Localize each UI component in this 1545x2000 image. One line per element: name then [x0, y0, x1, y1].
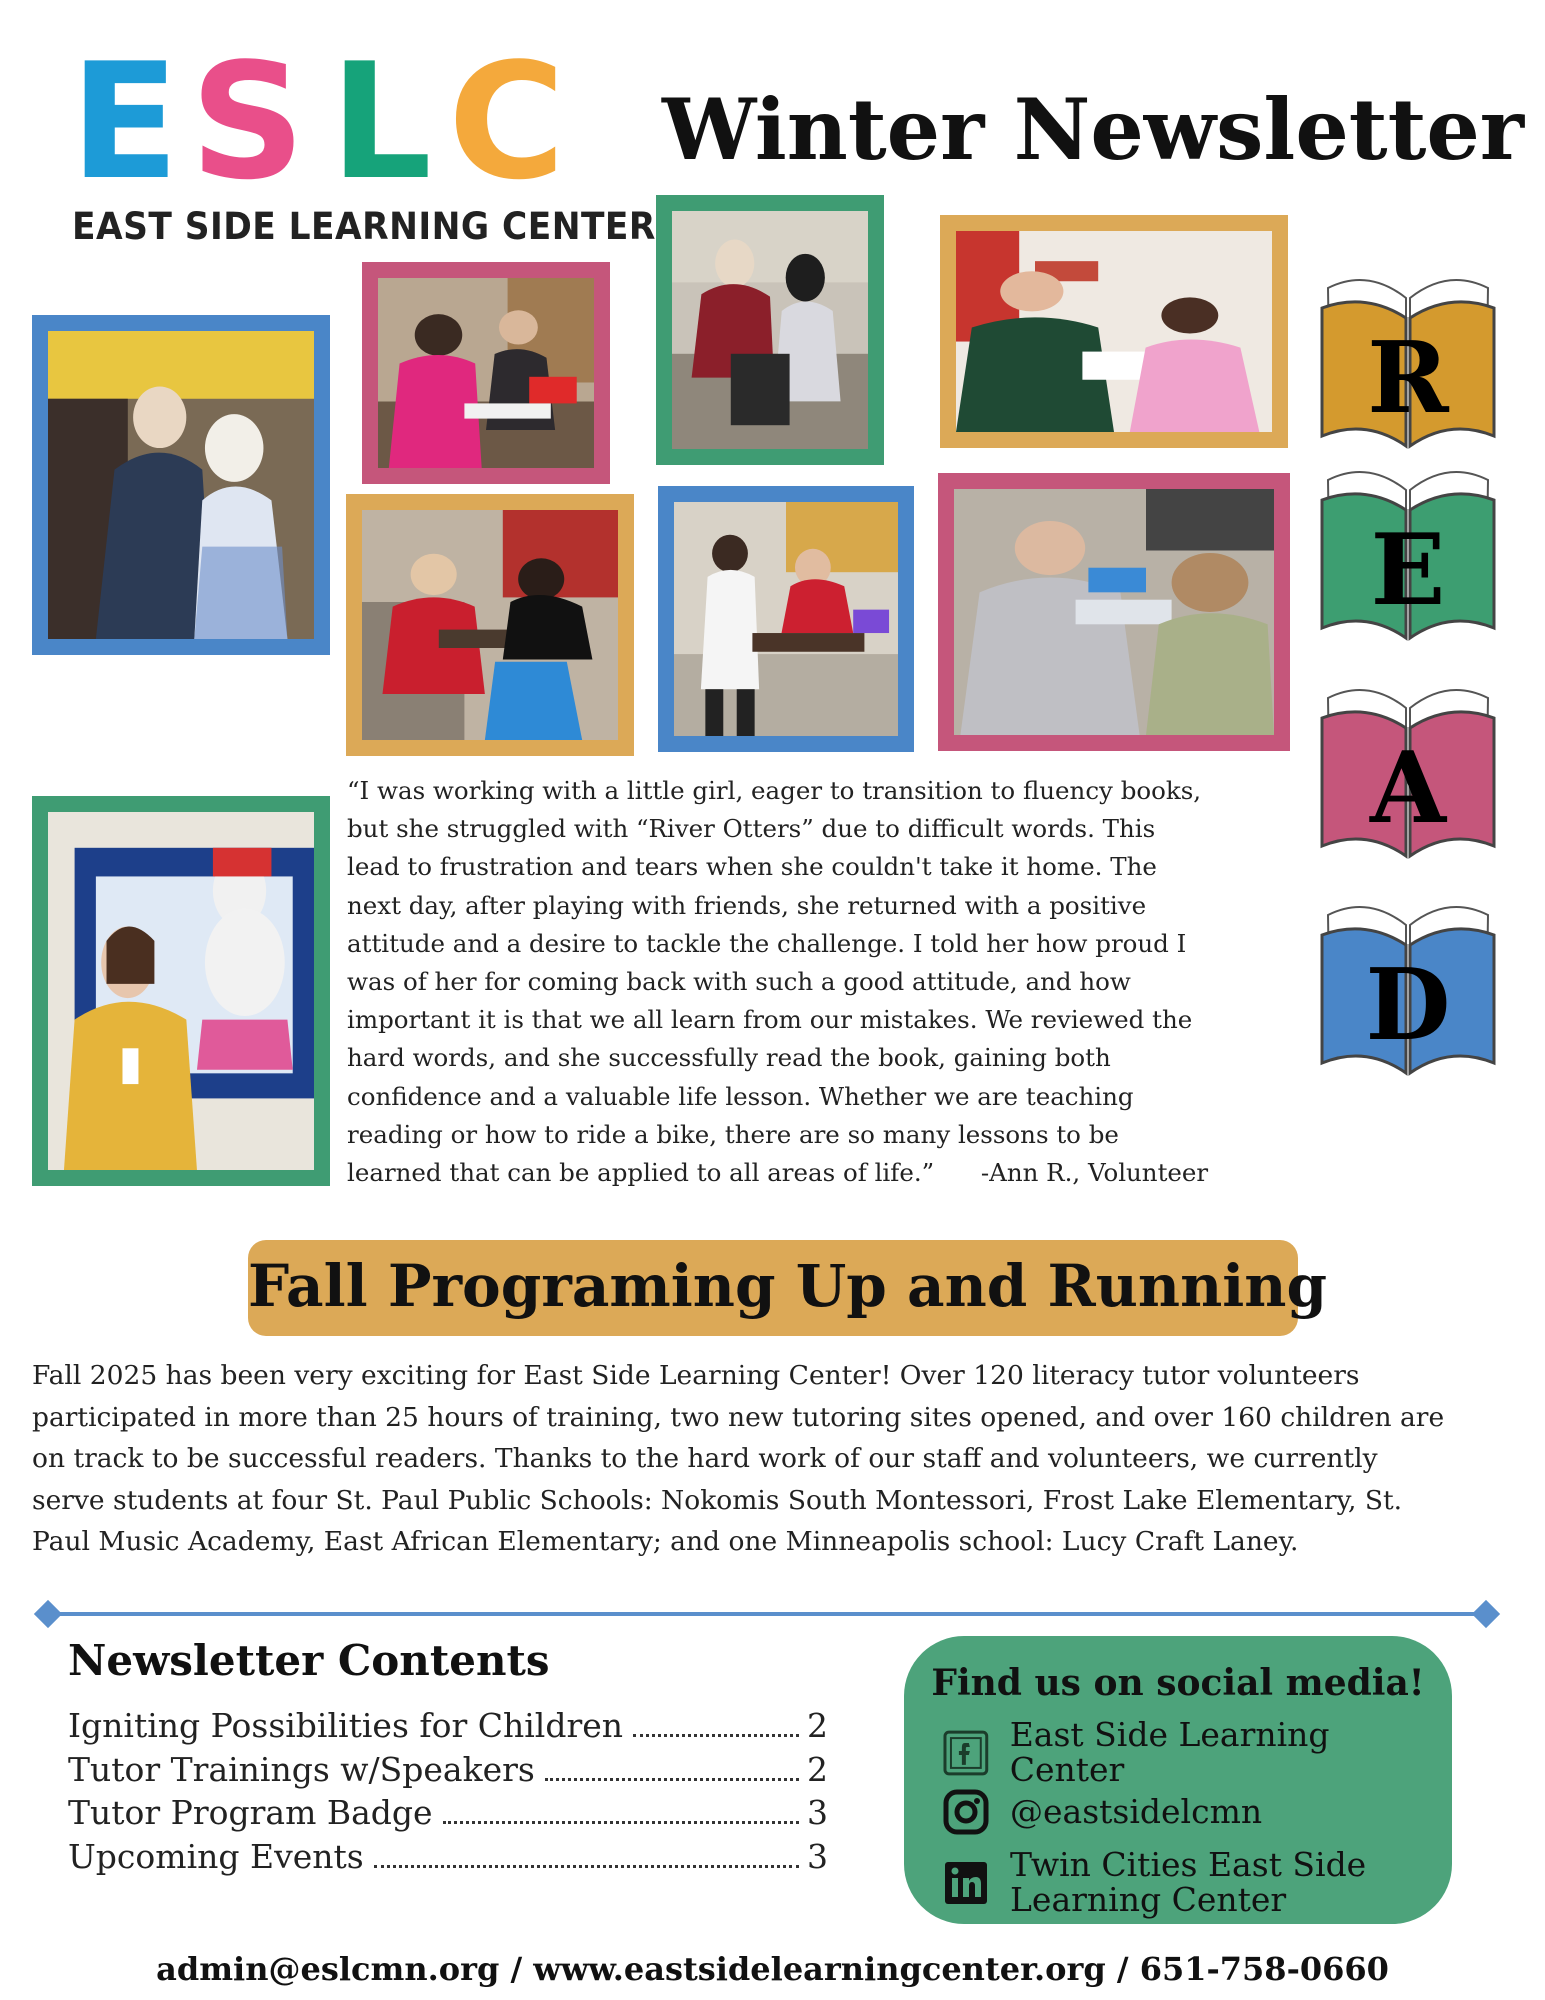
toc-item-page: 2 [807, 1750, 828, 1789]
linkedin-line-1: Twin Cities East Side [1010, 1845, 1367, 1884]
read-book-e [1318, 460, 1498, 645]
linkedin-line-2: Learning Center [1010, 1879, 1287, 1919]
toc-item-label: Tutor Program Badge [68, 1793, 433, 1832]
contents-title: Newsletter Contents [68, 1636, 550, 1685]
photo-tutor-black-hat [656, 195, 884, 465]
volunteer-quote [347, 772, 1247, 1192]
photo-volunteer-ann [32, 796, 330, 1186]
read-letter-e: E [1370, 513, 1446, 628]
quote-line: attitude and a desire to tackle the challenge. I told her how proud I [347, 928, 1187, 958]
social-instagram[interactable] [942, 1788, 1262, 1836]
social-facebook[interactable] [942, 1715, 1452, 1789]
logo-letter-l: L [330, 28, 432, 215]
logo-subtitle: EAST SIDE LEARNING CENTER [72, 205, 656, 248]
social-linkedin[interactable] [942, 1845, 1367, 1919]
read-book-a [1318, 678, 1498, 863]
footer-contact: admin@eslcmn.org / www.eastsidelearningcenter.org / 651-758-0660 [156, 1950, 1389, 1988]
instagram-handle: @eastsidelcmn [1010, 1791, 1263, 1831]
toc-item-label: Upcoming Events [68, 1837, 364, 1876]
quote-line: reading or how to ride a bike, there are so many lessons to be [347, 1119, 1119, 1149]
quote-line: “I was working with a little girl, eager to transition to fluency books, [347, 776, 1202, 805]
linkedin-name [1010, 1845, 1367, 1919]
read-book-r [1318, 268, 1498, 453]
photo-tutor-girl-white-dress [32, 315, 330, 655]
read-letter-d: D [1365, 948, 1451, 1063]
fall-section-body [32, 1355, 1522, 1563]
fall-body-line: Fall 2025 has been very exciting for East Side Learning Center! Over 120 literacy tutor volunteers [32, 1360, 1360, 1391]
toc-item[interactable] [68, 1706, 828, 1745]
toc-leader [374, 1865, 799, 1868]
instagram-icon [942, 1788, 990, 1836]
quote-line: next day, after playing with friends, she returned with a positive [347, 890, 1147, 920]
quote-line: was of her for coming back with such a good attitude, and how [347, 967, 1131, 997]
photo-tutor-red-sweater [346, 494, 634, 756]
toc-item-page: 3 [807, 1837, 828, 1876]
quote-line: confidence and a valuable life lesson. Whether we are teaching [347, 1081, 1134, 1111]
fall-body-line: participated in more than 25 hours of training, two new tutoring sites opened, and over 160 children are [32, 1401, 1445, 1433]
divider-diamond-right [1472, 1600, 1500, 1628]
fall-body-line: serve students at four St. Paul Public Schools: Nokomis South Montessori, Frost Lake Elementary, St. [32, 1484, 1403, 1516]
divider-diamond-left [34, 1600, 62, 1628]
toc-item[interactable] [68, 1793, 828, 1832]
linkedin-icon [942, 1859, 990, 1907]
social-media-box [904, 1636, 1452, 1924]
facebook-icon [942, 1729, 990, 1777]
logo-letter-s: S [190, 28, 306, 215]
toc-item[interactable] [68, 1837, 828, 1876]
section-divider [42, 1612, 1492, 1616]
toc-leader [633, 1734, 799, 1737]
toc-item-label: Igniting Possibilities for Children [68, 1706, 624, 1745]
photo-tutor-pink-hoodie [362, 262, 610, 484]
logo-letter-c: C [448, 28, 566, 215]
fall-body-line: Paul Music Academy, East African Elementary; and one Minneapolis school: Lucy Craft Laney. [32, 1526, 1299, 1557]
fall-section-banner [248, 1240, 1328, 1336]
fall-section-heading: Fall Programing Up and Running [248, 1252, 1328, 1320]
quote-line: learned that can be applied to all areas of life.” -Ann R., Volunteer [347, 1158, 1209, 1188]
photo-tutor-boy-standing [658, 486, 914, 752]
toc-leader [545, 1778, 799, 1781]
quote-line: hard words, and she successfully read the book, gaining both [347, 1043, 1111, 1073]
toc-leader [443, 1821, 799, 1824]
toc-item[interactable] [68, 1750, 828, 1789]
read-letter-a: A [1369, 731, 1447, 846]
social-title: Find us on social media! [931, 1662, 1425, 1704]
read-book-d [1318, 895, 1498, 1080]
toc-item-page: 2 [807, 1706, 828, 1745]
toc-item-label: Tutor Trainings w/Speakers [68, 1750, 535, 1789]
fall-body-line: on track to be successful readers. Thanks to the hard work of our staff and volunteers, we currently [32, 1443, 1378, 1474]
facebook-handle: East Side Learning Center [1009, 1715, 1330, 1789]
quote-line: lead to frustration and tears when she couldn't take it home. The [347, 852, 1157, 882]
photo-tutor-green-blouse [940, 215, 1288, 448]
toc-item-page: 3 [807, 1793, 828, 1832]
quote-line: important it is that we all learn from our mistakes. We reviewed the [347, 1005, 1193, 1035]
quote-line: but she struggled with “River Otters” due to difficult words. This [347, 814, 1156, 844]
logo-letter-e: E [70, 28, 180, 215]
page-title: Winter Newsletter [662, 80, 1525, 179]
photo-tutor-grey-hoodie [938, 473, 1290, 751]
read-letter-r: R [1367, 321, 1449, 436]
